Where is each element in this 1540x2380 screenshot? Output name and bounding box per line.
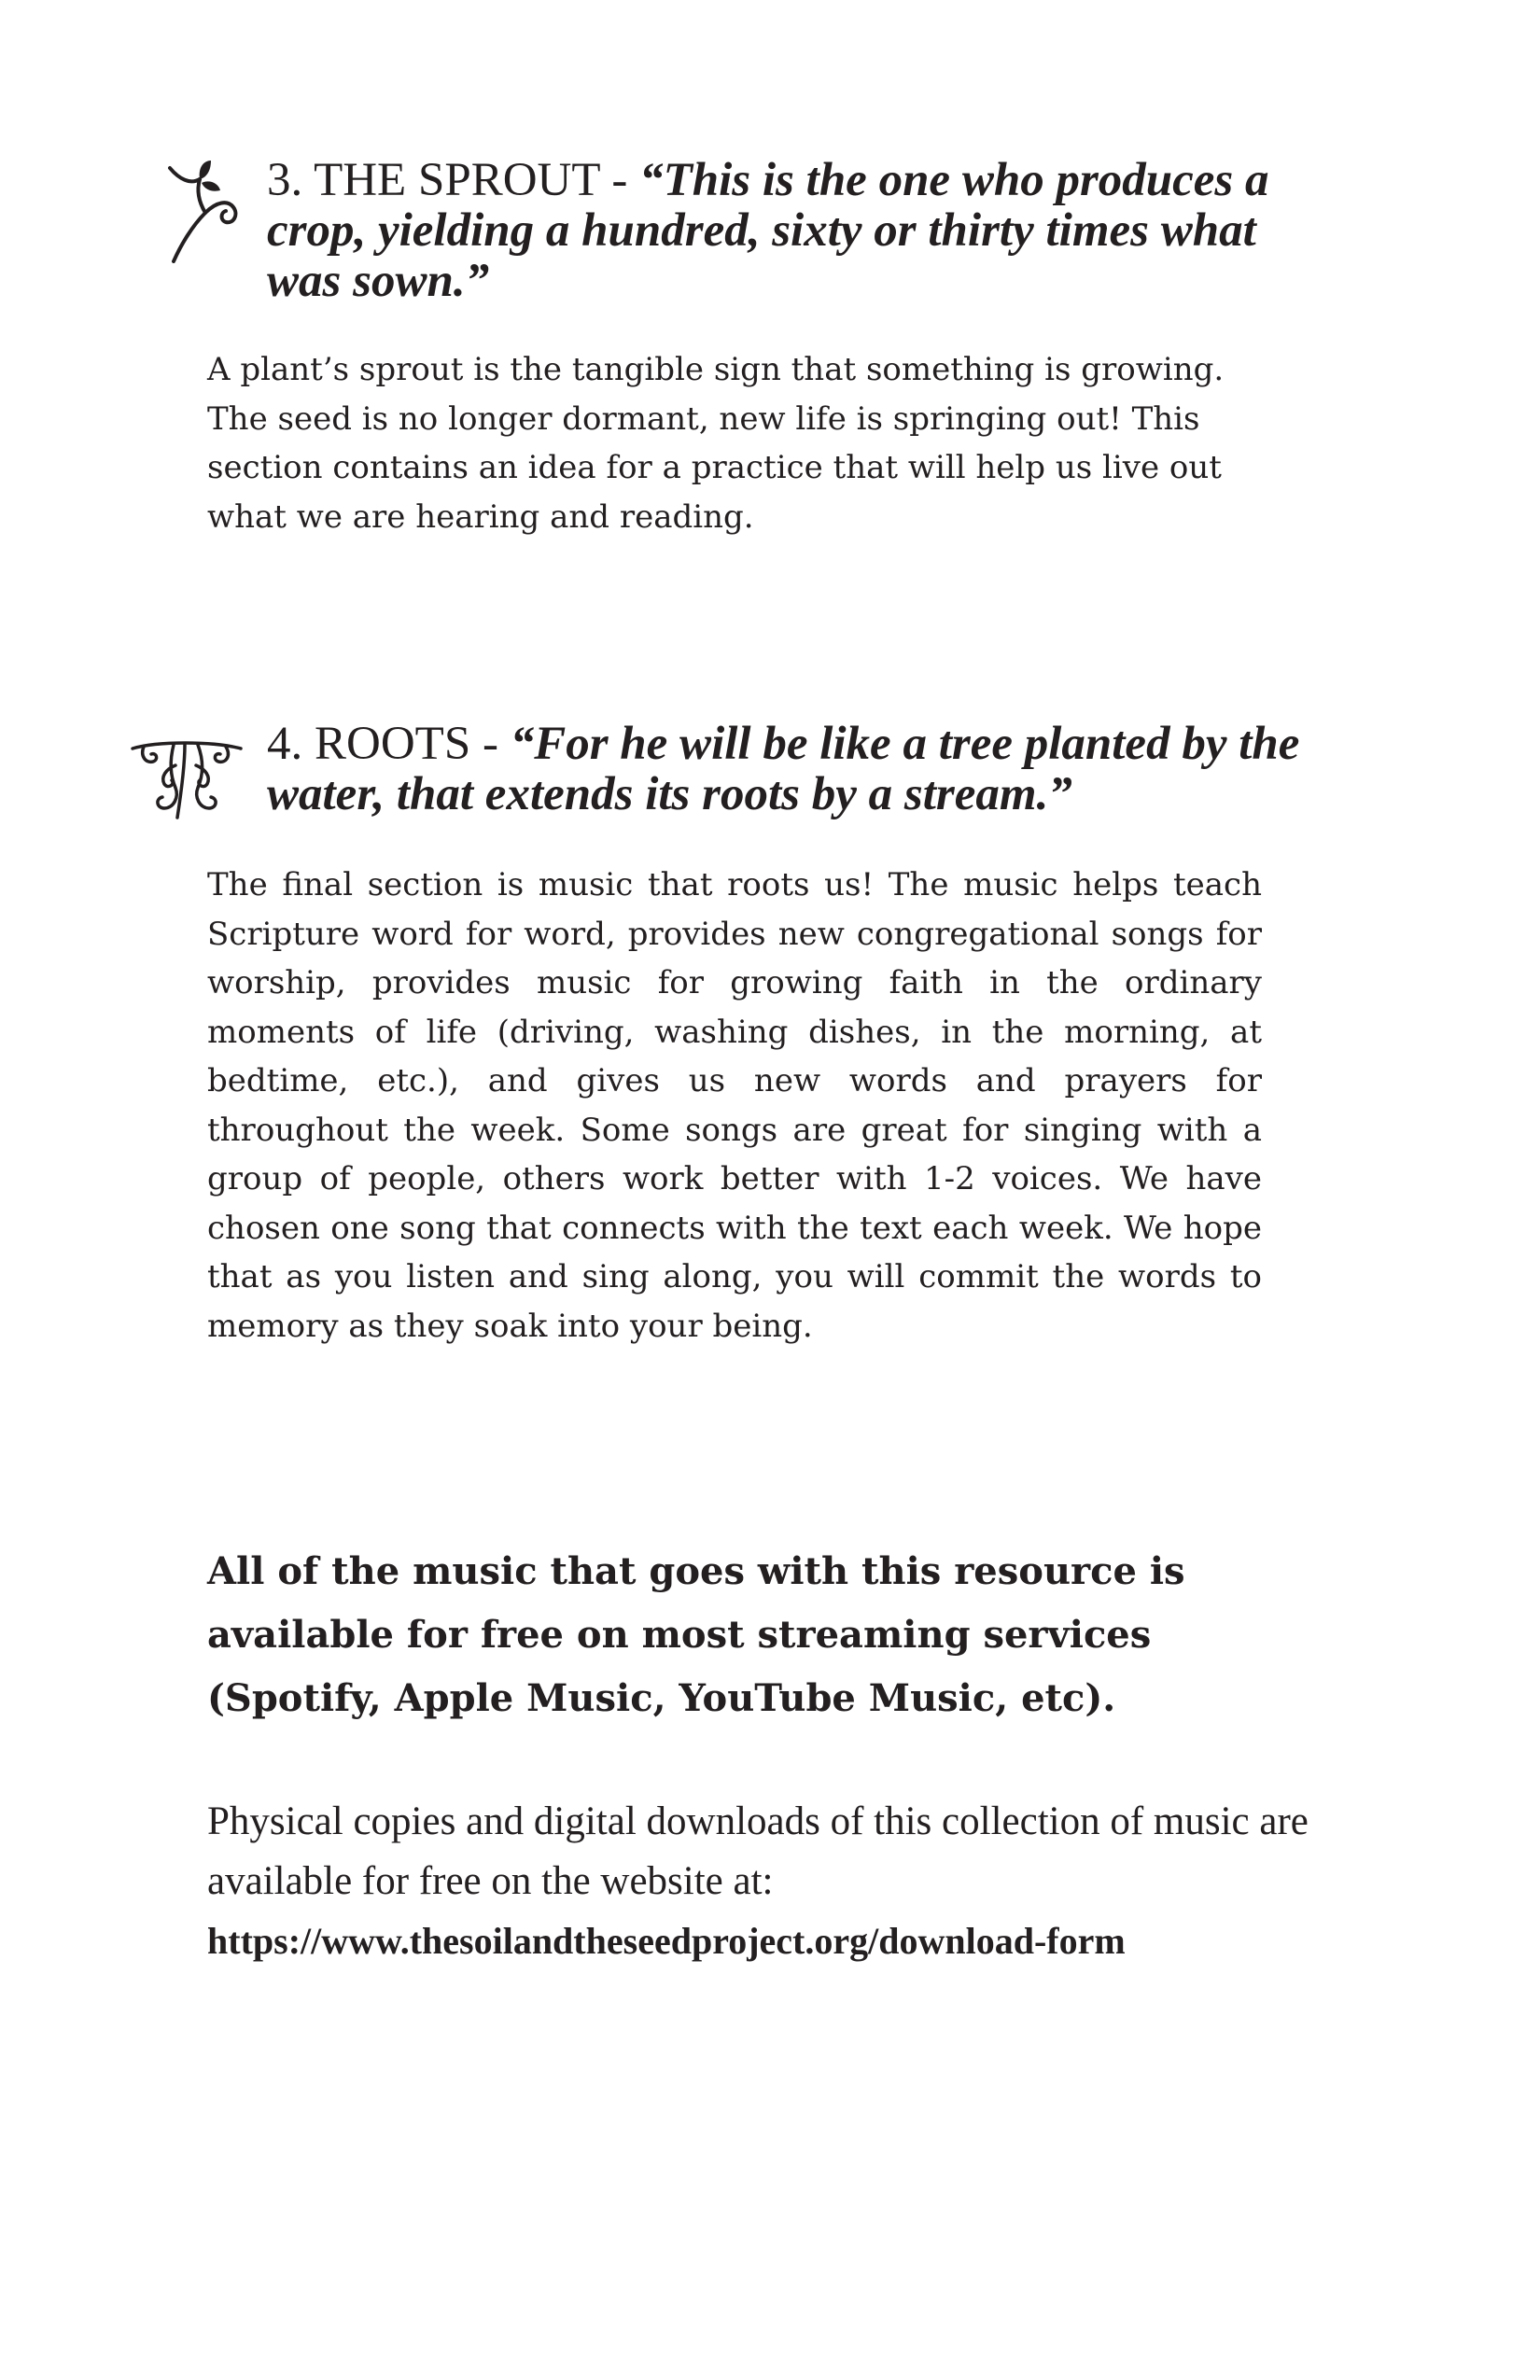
sprout-body: A plant’s sprout is the tangible sign that something is growing. The seed is no longer dormant, new life is springing out! This section contains an idea for a practice that will help us live out what we are hearing and reading. bbox=[207, 351, 1225, 536]
sprout-label: 3. THE SPROUT bbox=[267, 154, 600, 206]
sprout-separator: - bbox=[599, 154, 640, 206]
music-availability-note: All of the music that goes with this resource is available for free on most streaming services (Spotify, Apple Music, YouTube Music, etc). bbox=[207, 1549, 1185, 1720]
sprout-heading bbox=[267, 155, 1322, 306]
roots-quote: “For he will be like a tree planted by the water, that extends its roots by a stream.” bbox=[267, 718, 1300, 820]
download-url-link[interactable]: https://www.thesoilandtheseedproject.org/download-form bbox=[207, 1920, 1126, 1962]
copies-note bbox=[207, 1792, 1383, 1971]
roots-separator: - bbox=[470, 718, 511, 770]
roots-body: The final section is music that roots us! The music helps teach Scripture word for word, provides new congregational songs for worship, provides music for growing faith in the ordinary moments of life (driving, washing dishes, in the morning, at bedtime, etc.), and gives us new words and prayers for throughout the week. Some songs are great for singing with a group of people, others work better with 1-2 voices. We have chosen one song that connects with the text each week. We hope that as you listen and sing along, you will commit the words to memory as they soak into your being. bbox=[207, 866, 1262, 1345]
roots-label: 4. ROOTS bbox=[267, 718, 471, 770]
sprout-quote: “This is the one who produces a crop, yielding a hundred, sixty or thirty times what was sown.” bbox=[267, 154, 1269, 307]
copies-note-text: Physical copies and digital downloads of this collection of music are available for free on the website at: bbox=[207, 1799, 1309, 1903]
roots-heading bbox=[267, 719, 1322, 819]
roots-icon bbox=[129, 728, 245, 823]
sprout-icon bbox=[168, 159, 254, 263]
